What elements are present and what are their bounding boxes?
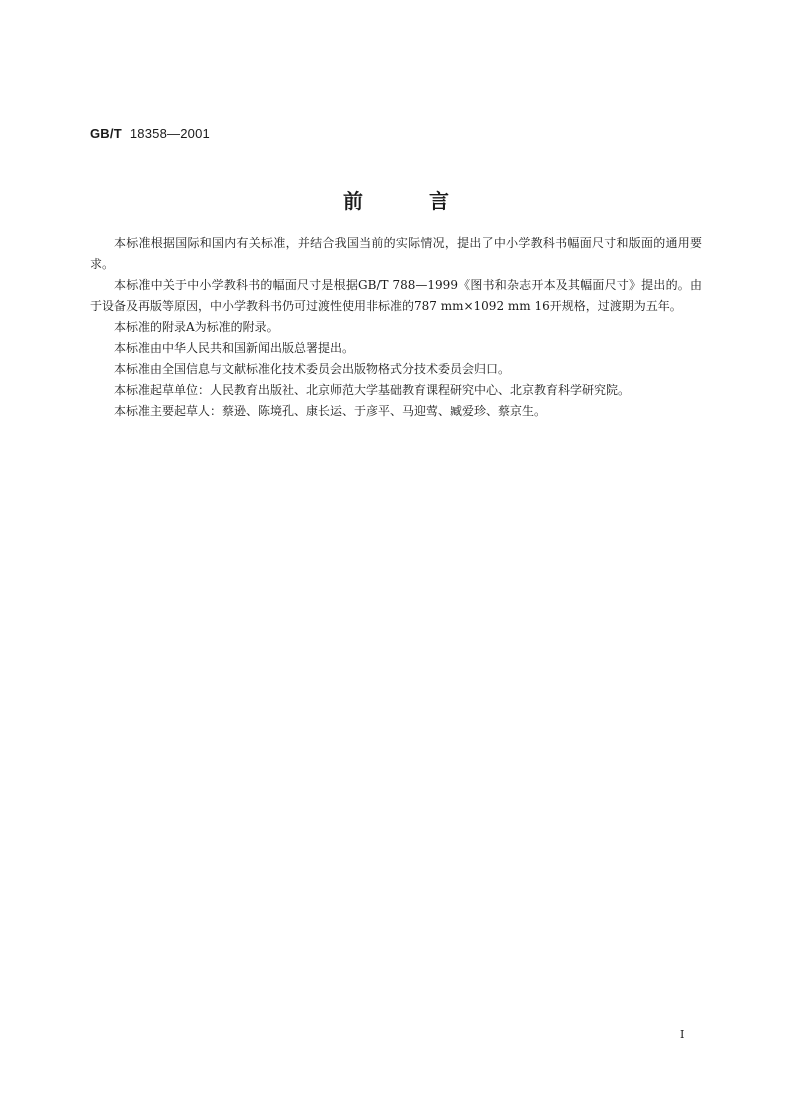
paragraph-appendix: 本标准的附录A为标准的附录。 bbox=[114, 320, 279, 334]
page-number: I bbox=[680, 1028, 685, 1041]
standard-code-prefix: GB/T bbox=[90, 126, 122, 141]
standard-code-number: 18358—2001 bbox=[129, 126, 210, 141]
paragraph-drafting-units: 本标准起草单位：人民教育出版社、北京师范大学基础教育课程研究中心、北京教育科学研究院。 bbox=[114, 383, 631, 397]
standard-code bbox=[90, 126, 210, 142]
foreword-body bbox=[90, 233, 702, 422]
paragraph-format-size: 本标准中关于中小学教科书的幅面尺寸是根据GB/T 788—1999《图书和杂志开本及其幅面尺寸》提出的。由于设备及再版等原因，中小学教科书仍可过渡性使用非标准的787 mm×1092 mm 16开规格，过渡期为五年。 bbox=[90, 278, 702, 313]
paragraph-drafters: 本标准主要起草人：蔡逊、陈境孔、康长运、于彦平、马迎莺、臧爱珍、蔡京生。 bbox=[114, 404, 547, 418]
paragraph-basis: 本标准根据国际和国内有关标准，并结合我国当前的实际情况，提出了中小学教科书幅面尺寸和版面的通用要求。 bbox=[90, 236, 702, 271]
page-title-char-1: 前 bbox=[343, 189, 363, 213]
paragraph-administration: 本标准由全国信息与文献标准化技术委员会出版物格式分技术委员会归口。 bbox=[114, 362, 511, 376]
page-title bbox=[0, 187, 792, 215]
paragraph-proposer: 本标准由中华人民共和国新闻出版总署提出。 bbox=[114, 341, 355, 355]
page-title-char-2: 言 bbox=[429, 189, 449, 213]
